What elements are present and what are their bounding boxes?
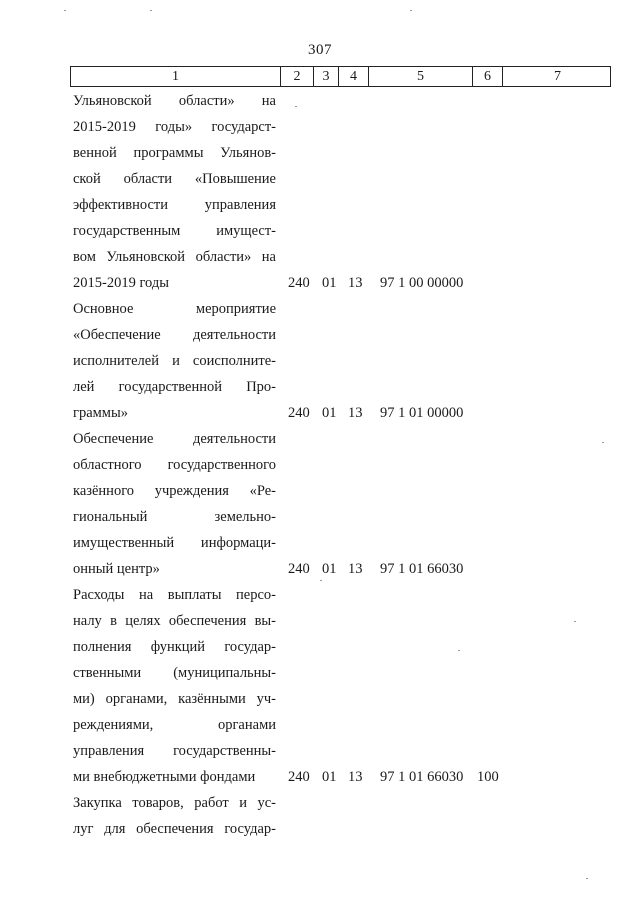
description-line: ми внебюджетными фондами — [73, 769, 256, 785]
description-line: исполнителей и соисполните- — [73, 353, 276, 369]
cell-csr: 97 1 00 00000 — [380, 275, 464, 291]
table-header — [70, 66, 611, 87]
cell-gr: 240 — [288, 405, 310, 421]
cell-csr: 97 1 01 66030 — [380, 769, 464, 785]
cell-csr: 97 1 01 00000 — [380, 405, 464, 421]
header-col-4: 4 — [339, 67, 369, 86]
description-line: венной программы Ульянов- — [73, 145, 276, 161]
row-description — [73, 582, 276, 790]
header-col-3: 3 — [314, 67, 339, 86]
scan-speck — [586, 878, 588, 879]
row-description — [73, 790, 276, 842]
description-line: гиональный земельно- — [73, 509, 276, 525]
description-line: «Обеспечение деятельности — [73, 327, 276, 343]
description-line: Расходы на выплаты персо- — [73, 587, 276, 603]
description-line: ской области «Повышение — [73, 171, 276, 187]
scan-speck — [602, 442, 604, 443]
cell-pr: 13 — [348, 275, 363, 291]
scan-speck — [295, 106, 297, 107]
cell-pr: 13 — [348, 769, 363, 785]
header-col-5: 5 — [369, 67, 473, 86]
scan-speck — [574, 621, 576, 622]
scan-speck — [320, 580, 322, 581]
description-line: ственными (муниципальны- — [73, 665, 276, 681]
page-number: 307 — [308, 42, 332, 58]
description-line: луг для обеспечения государ- — [73, 821, 276, 837]
description-line: реждениями, органами — [73, 717, 276, 733]
header-col-6: 6 — [473, 67, 503, 86]
description-line: налу в целях обеспечения вы- — [73, 613, 276, 629]
description-line: казённого учреждения «Ре- — [73, 483, 276, 499]
description-line: Закупка товаров, работ и ус- — [73, 795, 276, 811]
row-description — [73, 88, 276, 296]
header-col-1: 1 — [71, 67, 281, 86]
description-line: Обеспечение деятельности — [73, 431, 276, 447]
scan-speck — [150, 10, 152, 11]
cell-rz: 01 — [322, 769, 337, 785]
description-line: эффективности управления — [73, 197, 276, 213]
cell-pr: 13 — [348, 405, 363, 421]
cell-rz: 01 — [322, 275, 337, 291]
cell-gr: 240 — [288, 769, 310, 785]
cell-pr: 13 — [348, 561, 363, 577]
header-col-2: 2 — [281, 67, 314, 86]
description-line: имущественный информаци- — [73, 535, 276, 551]
header-col-7: 7 — [554, 69, 561, 84]
description-line: 2015-2019 годы» государст- — [73, 119, 276, 135]
description-line: государственным имущест- — [73, 223, 276, 239]
cell-rz: 01 — [322, 561, 337, 577]
cell-csr: 97 1 01 66030 — [380, 561, 464, 577]
description-line: онный центр» — [73, 561, 160, 577]
description-line: Основное мероприятие — [73, 301, 276, 317]
scan-speck — [64, 10, 66, 11]
row-description — [73, 426, 276, 582]
description-line: полнения функций государ- — [73, 639, 276, 655]
description-line: управления государственны- — [73, 743, 276, 759]
description-line: ми) органами, казёнными уч- — [73, 691, 276, 707]
scan-speck — [458, 650, 460, 651]
cell-gr: 240 — [288, 561, 310, 577]
scan-speck — [410, 10, 412, 11]
description-line: 2015-2019 годы — [73, 275, 169, 291]
row-description — [73, 296, 276, 426]
description-line: областного государственного — [73, 457, 276, 473]
description-line: граммы» — [73, 405, 128, 421]
cell-vr: 100 — [477, 769, 499, 785]
description-line: Ульяновской области» на — [73, 93, 276, 109]
description-line: лей государственной Про- — [73, 379, 276, 395]
cell-rz: 01 — [322, 405, 337, 421]
cell-gr: 240 — [288, 275, 310, 291]
description-line: вом Ульяновской области» на — [73, 249, 276, 265]
